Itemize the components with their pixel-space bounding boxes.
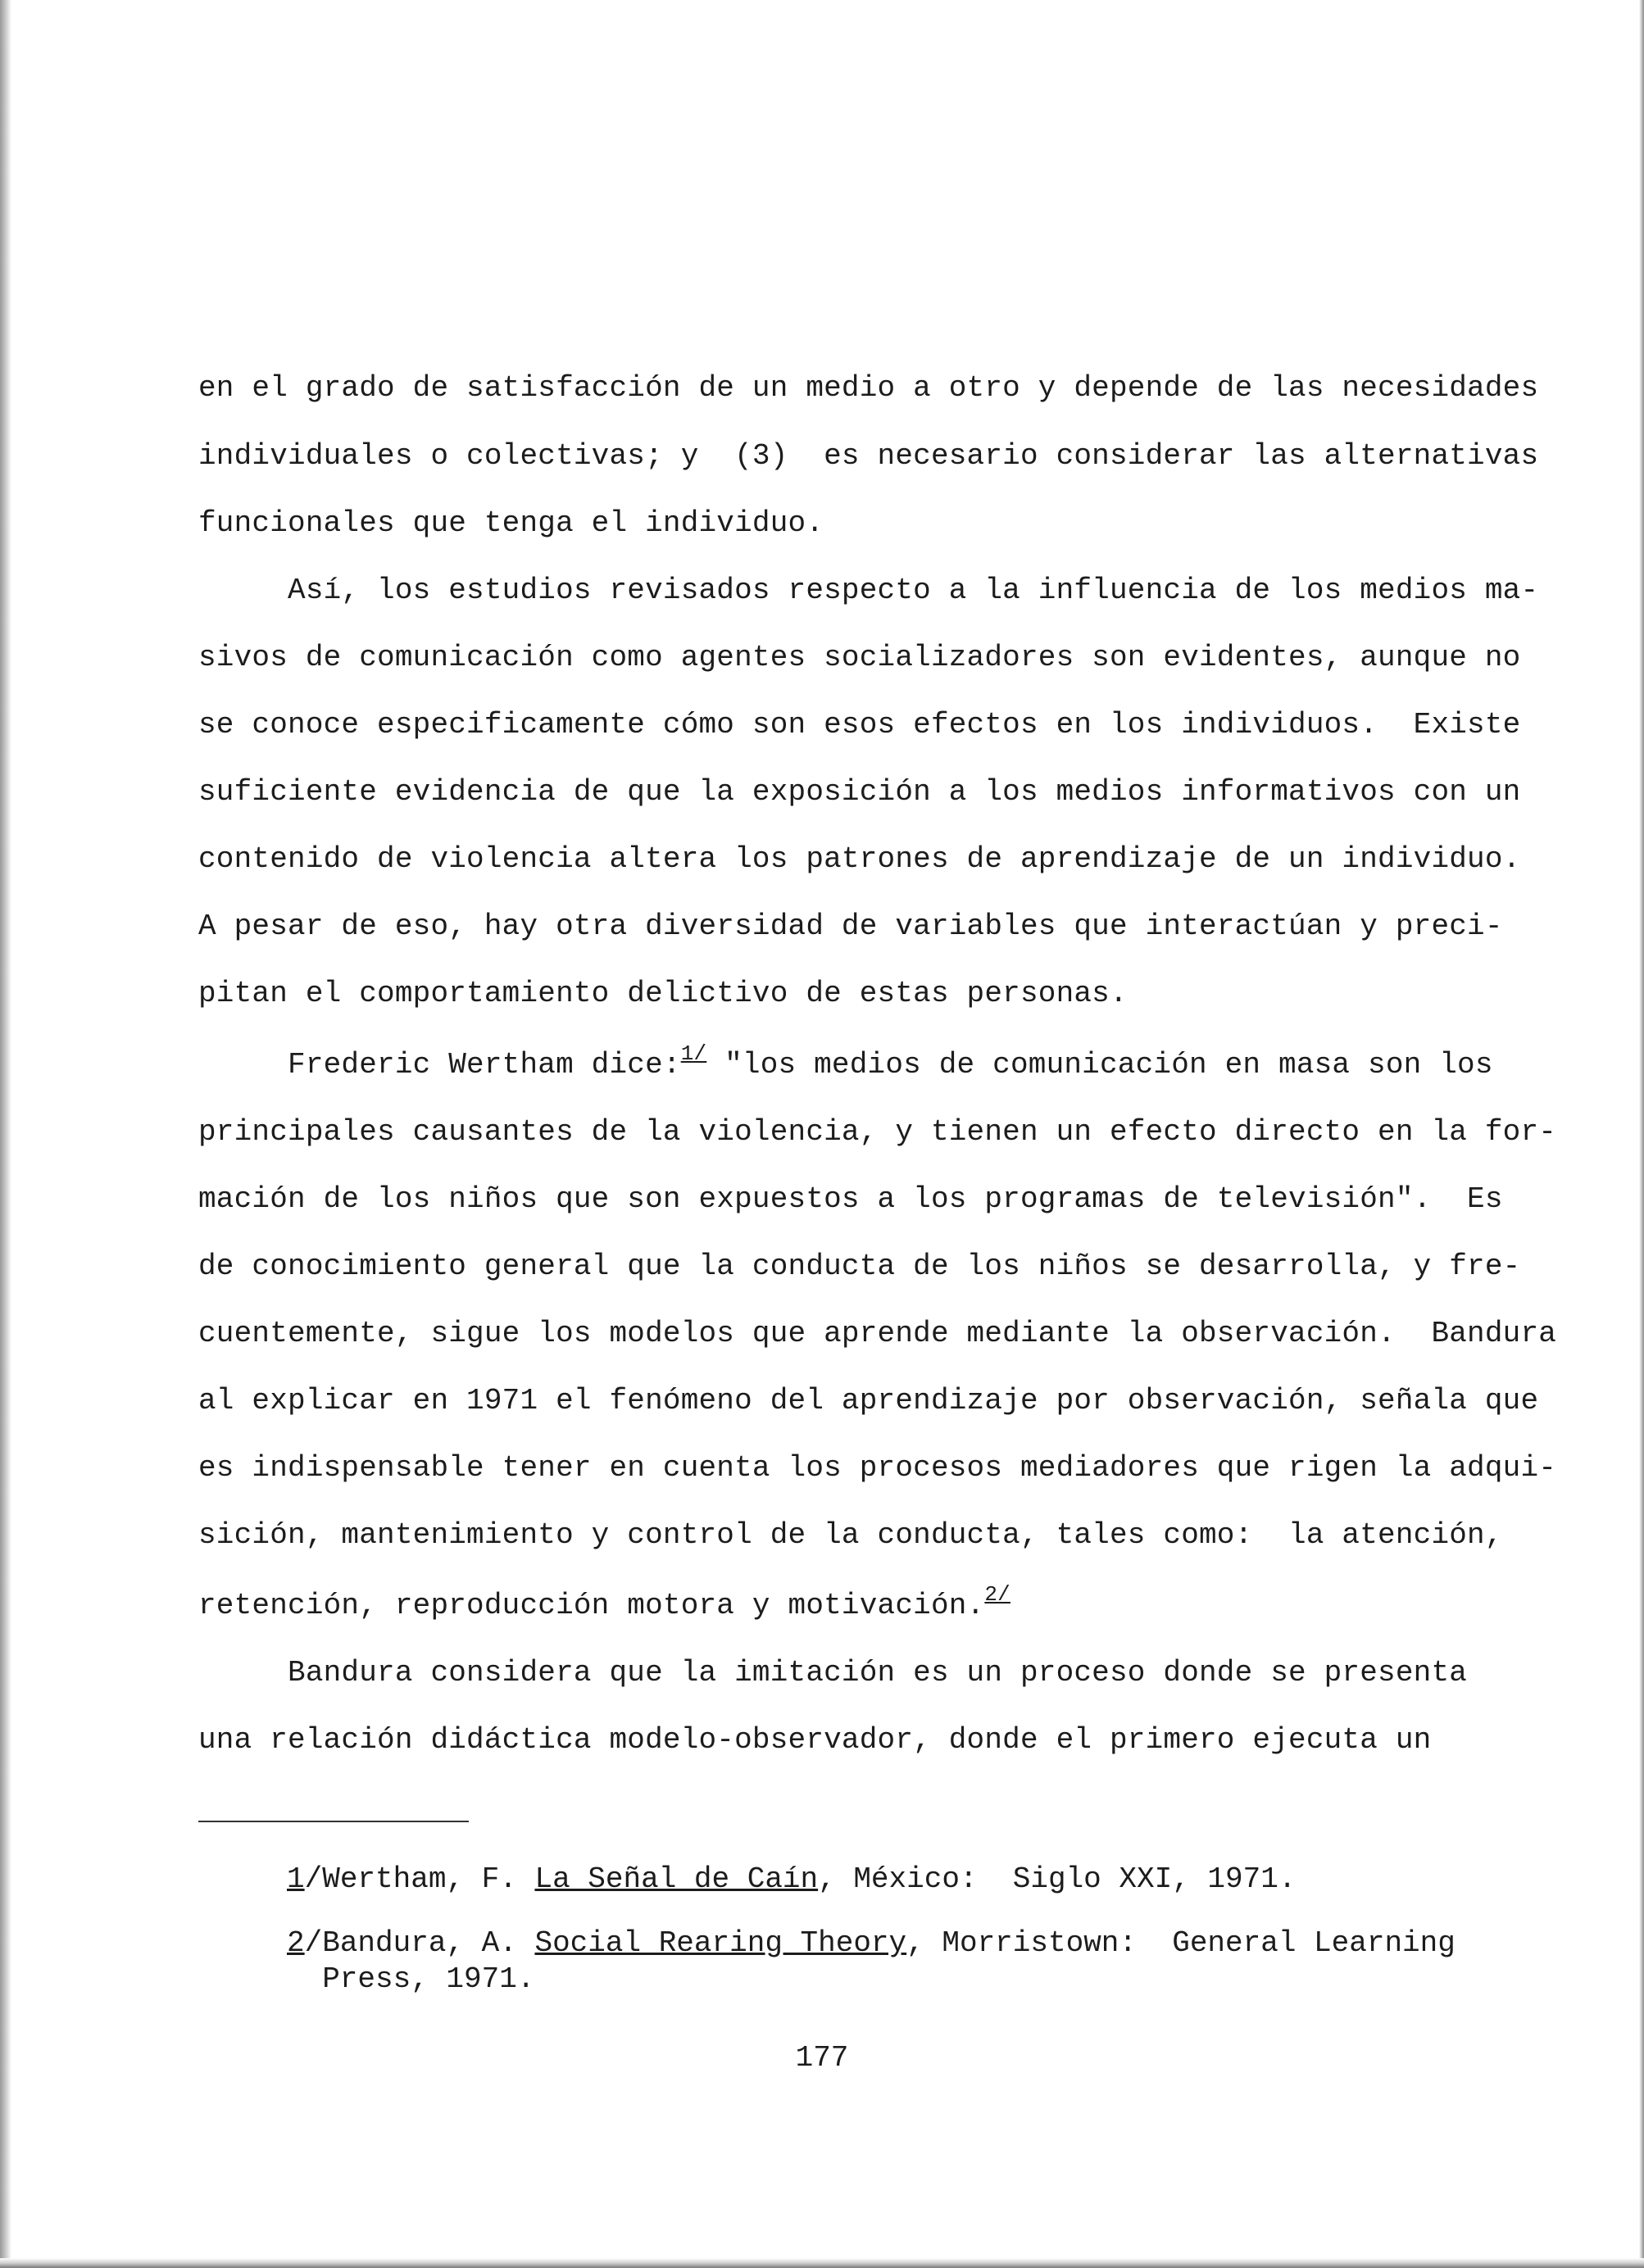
body-line: Bandura considera que la imitación es un proceso donde se presenta: [198, 1656, 1468, 1690]
body-line: es indispensable tener en cuenta los procesos mediadores que rigen la adqui-: [198, 1451, 1557, 1485]
body-line-wertham: [198, 1041, 1493, 1085]
body-line: contenido de violencia altera los patrones de aprendizaje de un individuo.: [198, 842, 1521, 876]
body-line: suficiente evidencia de que la exposición a los medios informativos con un: [198, 775, 1521, 809]
body-line: sivos de comunicación como agentes socializadores son evidentes, aunque no: [198, 641, 1521, 674]
footnote-ref-1: 1/: [680, 1041, 707, 1066]
wertham-text-before: Frederic Wertham dice:: [198, 1048, 681, 1082]
body-line: A pesar de eso, hay otra diversidad de variables que interactúan y preci-: [198, 909, 1503, 943]
body-line: sición, mantenimiento y control de la conducta, tales como: la atención,: [198, 1518, 1503, 1552]
body-line: al explicar en 1971 el fenómeno del aprendizaje por observación, señala que: [198, 1384, 1539, 1418]
footnote-2-title: Social Rearing Theory: [534, 1926, 907, 1960]
footnote-1: [287, 1862, 1296, 1898]
footnote-1-publisher: , México: Siglo XXI, 1971.: [818, 1862, 1297, 1896]
body-line-retencion: [198, 1582, 1010, 1626]
body-line: de conocimiento general que la conducta de los niños se desarrolla, y fre-: [198, 1250, 1521, 1283]
footnote-1-number: 1: [287, 1862, 305, 1896]
footnote-ref-2: 2/: [984, 1582, 1010, 1607]
page-number: 177: [795, 2041, 849, 2075]
scan-edge-right: [1639, 0, 1644, 2268]
body-line: pitan el comportamiento delictivo de estas personas.: [198, 977, 1128, 1010]
scan-edge-bottom: [0, 2258, 1644, 2268]
body-line: se conoce especificamente cómo son esos efectos en los individuos. Existe: [198, 708, 1521, 742]
footnote-1-author: /Wertham, F.: [304, 1862, 535, 1896]
scan-edge-left: [0, 0, 11, 2268]
wertham-text-after: "los medios de comunicación en masa son los: [706, 1048, 1493, 1082]
footnote-2-author: /Bandura, A.: [304, 1926, 535, 1960]
body-line: individuales o colectivas; y (3) es necesario considerar las alternativas: [198, 439, 1539, 473]
body-line: mación de los niños que son expuestos a los programas de televisión". Es: [198, 1182, 1503, 1216]
footnote-2-publisher: , Morristown: General Learning: [906, 1926, 1456, 1960]
footnote-2-number: 2: [287, 1926, 305, 1960]
footnote-1-title: La Señal de Caín: [534, 1862, 819, 1896]
body-line: funcionales que tenga el individuo.: [198, 506, 824, 540]
body-line: una relación didáctica modelo-observador, donde el primero ejecuta un: [198, 1723, 1432, 1757]
body-line: en el grado de satisfacción de un medio a otro y depende de las necesidades: [198, 371, 1539, 405]
footnote-separator: [198, 1821, 469, 1822]
footnote-2: [287, 1926, 1456, 1962]
body-line: Así, los estudios revisados respecto a la influencia de los medios ma-: [198, 574, 1539, 607]
body-line: cuentemente, sigue los modelos que aprende mediante la observación. Bandura: [198, 1317, 1557, 1350]
retencion-text: retención, reproducción motora y motivación.: [198, 1589, 985, 1622]
body-line: principales causantes de la violencia, y tienen un efecto directo en la for-: [198, 1115, 1557, 1149]
footnote-2-continuation: Press, 1971.: [287, 1962, 535, 1996]
